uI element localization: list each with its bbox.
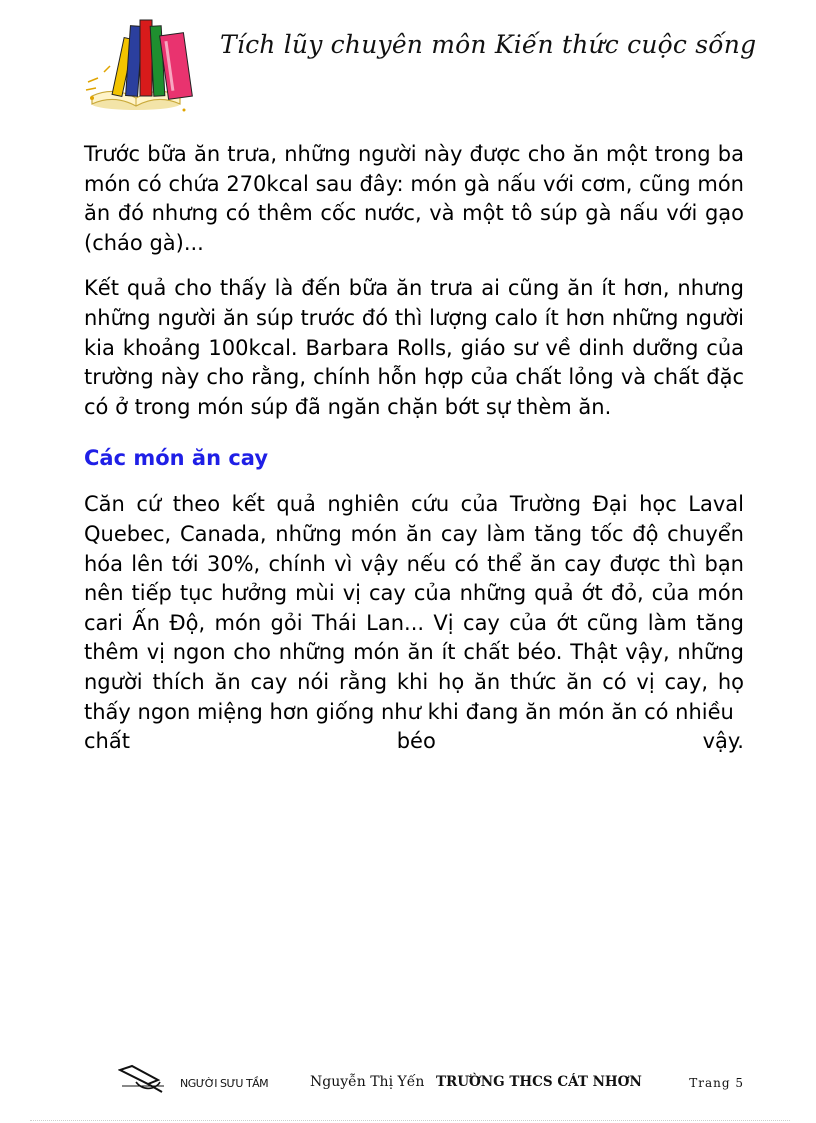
footer-divider [30, 1120, 790, 1121]
pen-writing-icon [118, 1062, 166, 1094]
page-number: Trang 5 [689, 1076, 744, 1090]
last-word-3: vậy. [702, 729, 744, 754]
page-header-title: Tích lũy chuyên môn Kiến thức cuộc sống [220, 30, 757, 59]
section-heading: Các món ăn cay [84, 446, 269, 471]
collector-label: NGƯỜI SƯU TẦM [180, 1077, 269, 1090]
paragraph-1: Trước bữa ăn trưa, những người này được cho ăn một trong ba món có chứa 270kcal sau đây: món gà nấu với cơm, cũng món ăn đó nhưng có thêm cốc nước, và một tô súp gà nấu với gạo (cháo gà)... [84, 142, 744, 255]
paragraph-2: Kết quả cho thấy là đến bữa ăn trưa ai cũng ăn ít hơn, nhưng những người ăn súp trước đó thì lượng calo ít hơn những người kia khoảng 100kcal. Barbara Rolls, giáo sư về dinh dưỡng của trường này cho rằng, chính hỗn hợp của chất lỏng và chất đặc có ở trong món súp đã ngăn chặn bớt sự thèm ăn. [84, 276, 744, 419]
page-footer [118, 1062, 748, 1102]
paragraph-3: Căn cứ theo kết quả nghiên cứu của Trường Đại học Laval Quebec, Canada, những món ăn cay làm tăng tốc độ chuyển hóa lên tới 30%, chính vì vậy nếu có thể ăn cay được thì bạn nên tiếp tục hưởng mùi vị cay của những quả ớt đỏ, của món cari Ấn Độ, món gỏi Thái Lan... Vị cay của ớt cũng làm tăng thêm vị ngon cho những món ăn ít chất béo. Thật vậy, những người thích ăn cay nói rằng khi họ ăn thức ăn có vị cay, họ thấy ngon miệng hơn giống như khi đang ăn món ăn có nhiều [84, 492, 744, 724]
document-body [84, 140, 744, 773]
last-word-2: béo [396, 729, 436, 754]
school-name: TRƯỜNG THCS CÁT NHƠN [436, 1074, 642, 1090]
books-stack-icon [84, 12, 202, 116]
last-word-1: chất [84, 729, 130, 754]
paragraph-3-last-line [84, 727, 744, 757]
author-name: Nguyễn Thị Yến [310, 1074, 425, 1090]
